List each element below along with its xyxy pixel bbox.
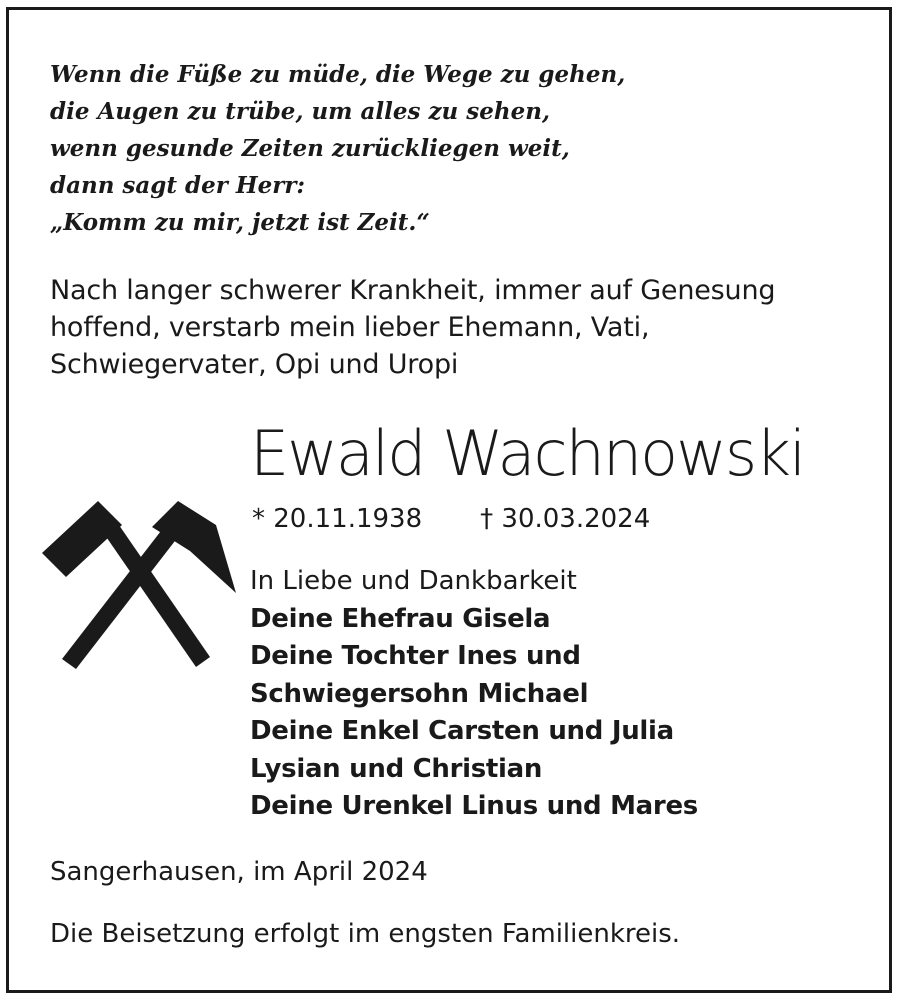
mourner-line: Lysian und Christian [250, 753, 543, 784]
life-dates [252, 500, 650, 538]
poem [50, 56, 625, 241]
birth-date: * 20.11.1938 [252, 504, 423, 534]
mourners-lead: In Liebe und Dankbarkeit [250, 566, 577, 596]
mourner-line: Schwiegersohn Michael [250, 678, 589, 709]
intro-line: Nach langer schwerer Krankheit, immer auf Genesung [50, 275, 776, 306]
hammer-and-pick-icon [40, 495, 240, 675]
intro-line: Schwiegervater, Opi und Uropi [50, 349, 459, 380]
mourner-line: Deine Urenkel Linus und Mares [250, 791, 698, 821]
place-and-date: Sangerhausen, im April 2024 [50, 857, 428, 887]
intro-line: hoffend, verstarb mein lieber Ehemann, Vati, [50, 312, 650, 343]
mourner-line: Deine Enkel Carsten und Julia [250, 716, 674, 746]
poem-line: Wenn die Füße zu müde, die Wege zu gehen, [50, 61, 626, 88]
poem-line: „Komm zu mir, jetzt ist Zeit.“ [50, 209, 430, 236]
poem-line: wenn gesunde Zeiten zurückliegen weit, [50, 135, 570, 162]
burial-note: Die Beisetzung erfolgt im engsten Familienkreis. [50, 919, 681, 949]
mourner-line: Deine Tochter Ines und [250, 641, 581, 671]
mourner-line: Deine Ehefrau Gisela [250, 603, 551, 634]
poem-line: die Augen zu trübe, um alles zu sehen, [50, 98, 550, 125]
poem-line: dann sagt der Herr: [50, 172, 305, 199]
death-date: † 30.03.2024 [480, 504, 651, 534]
deceased-name: Ewald Wachnowski [250, 417, 805, 490]
mourners-list [250, 563, 698, 826]
intro-text [50, 272, 775, 383]
